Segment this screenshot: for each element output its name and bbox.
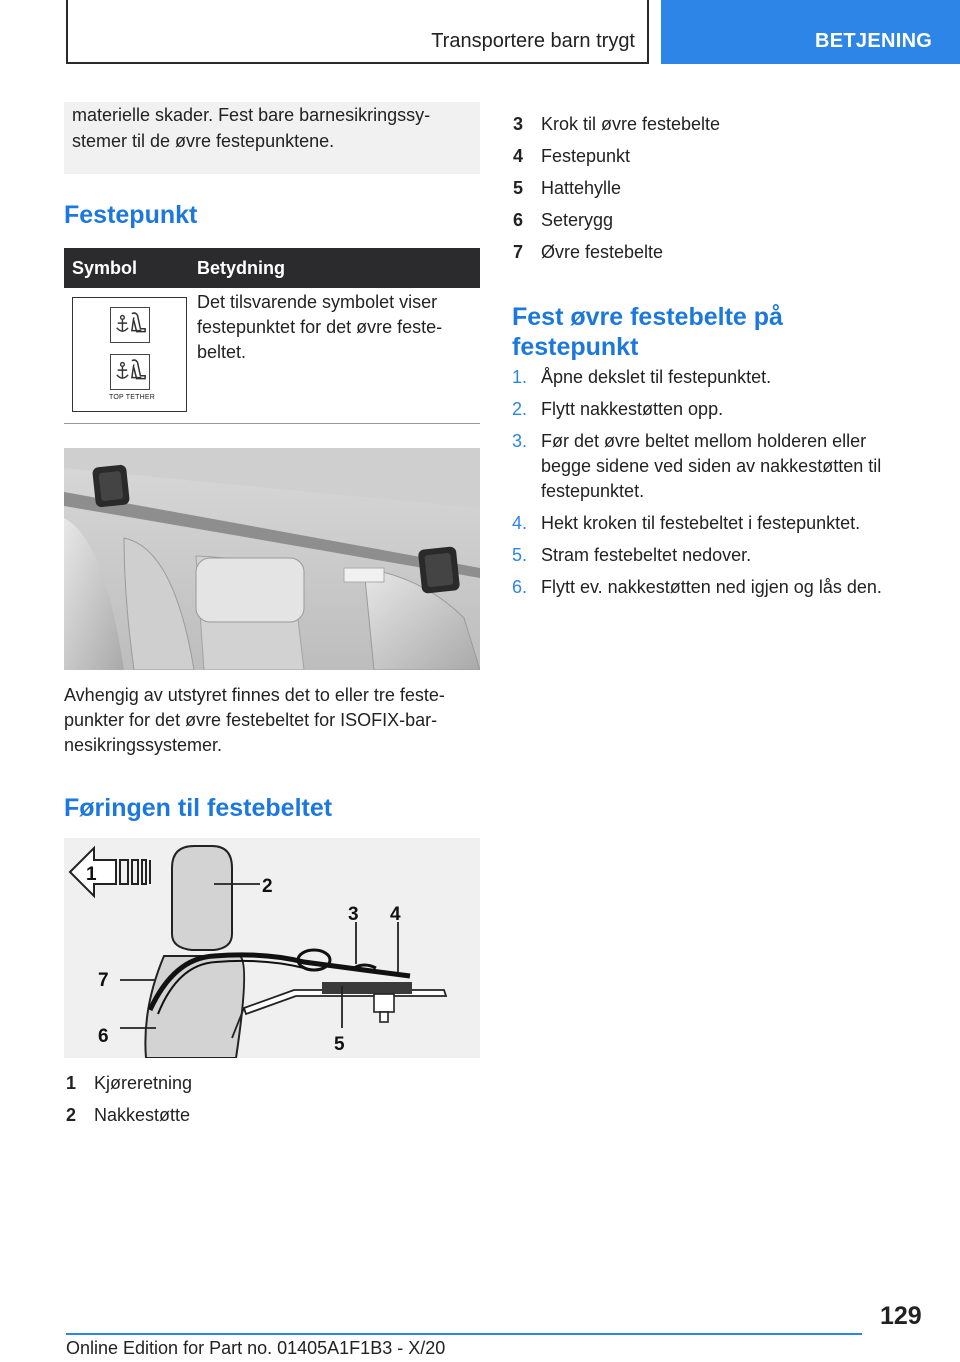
diagram-label-6: 6 [98,1026,109,1047]
diagram-label-4: 4 [390,904,401,925]
step-number: 2. [512,399,528,419]
step-number: 5. [512,545,528,565]
top-tether-anchor-icon [110,354,150,390]
list-item [66,1099,480,1131]
legend-text: Øvre festebelte [541,242,664,262]
symbol-table [64,248,480,424]
heading-fest-ovre-festebelte [512,302,783,362]
table-row [64,288,480,424]
para-line: Avhengig av utstyret finnes det to eller tre feste- [64,685,445,705]
anchor-info-paragraph [64,683,480,758]
diagram-label-5: 5 [334,1034,345,1055]
symbol-description [197,290,477,365]
step-number: 6. [512,577,528,597]
legend-number: 3 [513,114,524,134]
list-item [512,429,922,504]
legend-text: Nakkestøtte [94,1105,191,1125]
legend-text: Kjøreretning [94,1073,193,1093]
list-item [66,1067,480,1099]
desc-line: festepunktet for det øvre feste- [197,317,443,337]
legend-text: Seterygg [541,210,614,230]
step-text: Åpne dekslet til festepunktet. [541,367,772,387]
belt-routing-diagram [64,838,480,1058]
list-item [512,511,922,536]
para-line: punkter for det øvre festebeltet for ISOFIX-bar- [64,710,438,730]
section-tab [661,0,960,64]
legend-text: Festepunkt [541,146,631,166]
list-item [513,108,923,140]
desc-line: Det tilsvarende symbolet viser [197,292,438,312]
footer-divider [66,1333,862,1335]
step-text: Flytt ev. nakkestøtten ned igjen og lås den. [541,577,882,597]
instruction-steps [512,365,922,607]
legend-number: 7 [513,242,524,262]
step-text: Før det øvre beltet mellom holderen eller [541,431,867,451]
diagram-label-2: 2 [262,876,273,897]
legend-text: Krok til øvre festebelte [541,114,721,134]
rear-shelf-anchor-photo [64,448,480,670]
list-item [513,172,923,204]
table-header [64,248,480,288]
list-item [512,397,922,422]
col-symbol: Symbol [72,258,138,278]
step-number: 1. [512,367,528,387]
legend-number: 4 [513,146,524,166]
list-item [512,365,922,390]
footer-edition: Online Edition for Part no. 01405A1F1B3 - X/20 [66,1338,446,1358]
note-box [64,102,480,174]
heading-line: Fest øvre festebelte på [512,303,783,331]
section-title: BETJENING [815,30,933,52]
step-text: Hekt kroken til festebeltet i festepunktet. [541,513,861,533]
step-number: 3. [512,431,528,451]
diagram-legend-left [66,1067,480,1131]
diagram-label-1: 1 [86,864,97,885]
note-line: stemer til de øvre festepunktene. [72,131,335,151]
col-meaning: Betydning [197,258,285,278]
legend-number: 6 [513,210,524,230]
legend-number: 2 [66,1105,77,1125]
list-item [512,575,922,600]
legend-text: Hattehylle [541,178,622,198]
child-seat-anchor-icon [110,307,150,343]
top-tether-label: TOP TETHER [109,394,155,401]
list-item [513,140,923,172]
chapter-title: Transportere barn trygt [431,30,635,52]
para-line: nesikringssystemer. [64,735,223,755]
chapter-tab [66,0,649,64]
list-item [513,236,923,268]
step-number: 4. [512,513,528,533]
symbol-cell [72,297,187,412]
heading-line: festepunkt [512,333,639,361]
step-text: festepunktet. [541,481,645,501]
note-line: materielle skader. Fest bare barnesikringssy- [72,105,431,125]
legend-number: 1 [66,1073,77,1093]
step-text: Stram festebeltet nedover. [541,545,752,565]
diagram-label-3: 3 [348,904,359,925]
step-text: Flytt nakkestøtten opp. [541,399,724,419]
step-text: begge sidene ved siden av nakkestøtten til [541,456,882,476]
list-item [513,204,923,236]
desc-line: beltet. [197,342,247,362]
diagram-label-7: 7 [98,970,109,991]
heading-foringen: Føringen til festebeltet [64,794,333,822]
page-number: 129 [880,1302,922,1330]
list-item [512,543,922,568]
diagram-legend-right [513,108,923,268]
heading-festepunkt: Festepunkt [64,201,198,229]
legend-number: 5 [513,178,524,198]
